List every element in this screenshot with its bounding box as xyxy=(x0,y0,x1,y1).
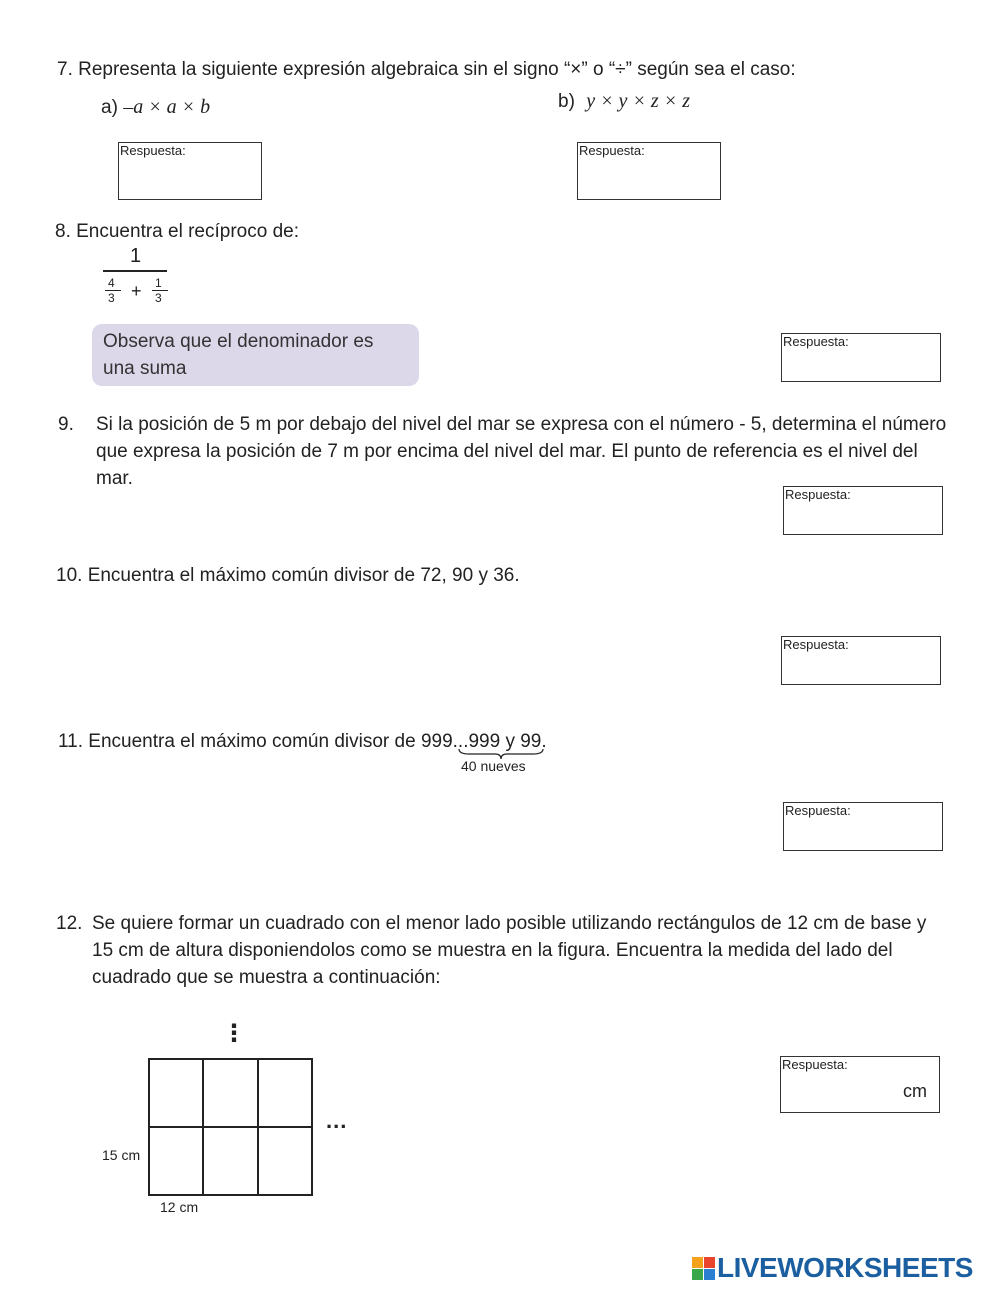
question-11-outro: y 99. xyxy=(500,731,547,752)
grid-line xyxy=(148,1194,313,1196)
question-7b xyxy=(558,88,690,115)
fraction-2-numerator: 1 xyxy=(155,276,162,290)
question-7a xyxy=(101,94,210,121)
answer-label: Respuesta: xyxy=(785,803,851,818)
liveworksheets-logo xyxy=(692,1252,973,1284)
question-8-text: 8. Encuentra el recíproco de: xyxy=(55,221,299,242)
brace-note: 40 nueves xyxy=(461,758,526,774)
question-7a-expression: –a × a × b xyxy=(123,96,211,118)
question-9-text: Si la posición de 5 m por debajo del nivel del mar se expresa con el número - 5, determina el número que expresa la posición de 7 m por encima del nivel del mar. El punto de referencia es el nivel del mar. xyxy=(96,414,947,489)
question-7b-label: b) xyxy=(558,91,575,112)
fraction-2-denominator: 3 xyxy=(155,291,162,305)
question-10-text: 10. Encuentra el máximo común divisor de 72, 90 y 36. xyxy=(56,565,520,586)
answer-label: Respuesta: xyxy=(783,334,849,349)
answer-label: Respuesta: xyxy=(120,143,186,158)
answer-label: Respuesta: xyxy=(785,487,851,502)
logo-text: LIVEWORKSHEETS xyxy=(717,1252,973,1283)
question-11-intro: 11. Encuentra el máximo común divisor de xyxy=(58,731,421,752)
plus-sign: + xyxy=(131,281,142,301)
grid-line xyxy=(311,1058,313,1196)
question-11-number: 999...999 xyxy=(420,731,501,752)
question-7a-label: a) xyxy=(101,97,118,118)
rectangle-grid xyxy=(148,1058,313,1196)
answer-label: Respuesta: xyxy=(782,1057,848,1072)
grid-line xyxy=(148,1058,150,1196)
grid-line xyxy=(257,1058,259,1196)
answer-box-8[interactable] xyxy=(781,333,941,382)
fraction-1-denominator: 3 xyxy=(108,291,115,305)
answer-box-9[interactable] xyxy=(783,486,943,535)
answer-box-7a[interactable] xyxy=(118,142,262,200)
answer-box-12[interactable] xyxy=(780,1056,940,1113)
fraction-bar xyxy=(103,270,167,272)
answer-box-10[interactable] xyxy=(781,636,941,685)
grid-line xyxy=(148,1058,313,1060)
fraction-1-numerator: 4 xyxy=(108,276,115,290)
grid-line xyxy=(202,1058,204,1196)
logo-icon xyxy=(692,1257,715,1280)
horizontal-dots: ... xyxy=(326,1108,348,1133)
answer-label: Respuesta: xyxy=(783,637,849,652)
answer-label: Respuesta: xyxy=(579,143,645,158)
height-label: 15 cm xyxy=(102,1147,141,1163)
question-9-number: 9. xyxy=(58,414,74,435)
question-7b-expression: y × y × z × z xyxy=(586,90,690,112)
answer-unit: cm xyxy=(903,1081,927,1101)
answer-box-7b[interactable] xyxy=(577,142,721,200)
question-12-number: 12. xyxy=(56,913,83,934)
question-7-text: 7. Representa la siguiente expresión algebraica sin el signo “×” o “÷” según sea el caso: xyxy=(57,59,796,80)
width-label: 12 cm xyxy=(160,1199,199,1215)
answer-box-11[interactable] xyxy=(783,802,943,851)
hint-box: Observa que el denominador es una suma xyxy=(92,324,419,386)
fraction-numerator: 1 xyxy=(130,245,142,267)
question-12-text: Se quiere formar un cuadrado con el menor lado posible utilizando rectángulos de 12 cm de base y 15 cm de altura disponiendolos como se muestra en la figura. Encuentra la medida del lado del cuadrado que se muestra a continuación: xyxy=(92,913,927,988)
grid-line xyxy=(148,1126,313,1128)
vertical-dots: ⋮ xyxy=(222,1020,246,1047)
